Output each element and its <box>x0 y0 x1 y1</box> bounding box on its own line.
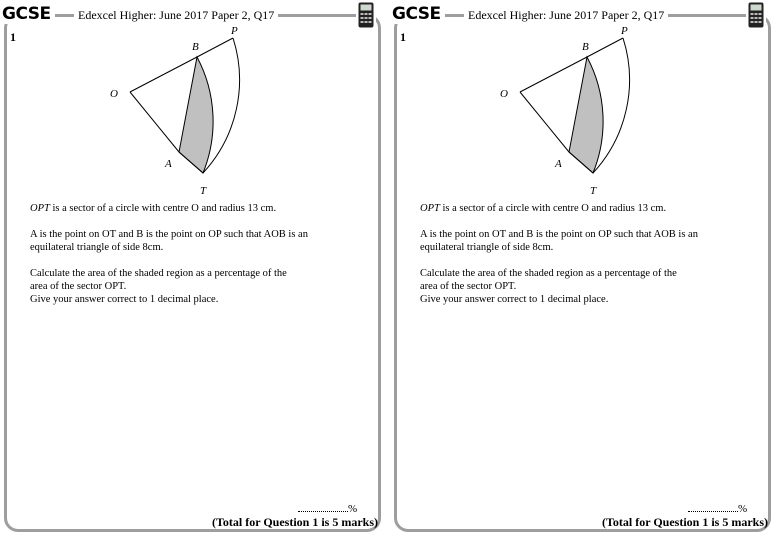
paragraph-1: OPT is a sector of a circle with centre O and radius 13 cm. <box>420 203 667 214</box>
label-P: P <box>231 25 238 37</box>
label-O: O <box>500 88 508 100</box>
question-text <box>420 202 740 319</box>
label-T: T <box>200 185 207 197</box>
line-OB <box>520 57 587 92</box>
question-card-right <box>390 0 776 540</box>
label-P: P <box>621 25 628 37</box>
label-T: T <box>590 185 597 197</box>
shaded-region <box>569 57 603 173</box>
label-B: B <box>192 41 199 53</box>
answer-line[interactable] <box>298 502 357 515</box>
line-OA <box>130 92 179 152</box>
question-number: 1 <box>400 30 406 44</box>
paragraph-2: A is the point on OT and B is the point on OP such that AOB is an equilateral triangle of side 8cm. <box>30 229 308 253</box>
gcse-title: GCSE <box>392 4 445 24</box>
percent-sign: % <box>348 503 358 515</box>
label-A: A <box>555 158 562 170</box>
sector-diagram <box>490 22 650 202</box>
answer-line[interactable] <box>688 502 747 515</box>
line-BP <box>587 38 623 57</box>
exam-source: Edexcel Higher: June 2017 Paper 2, Q17 <box>464 8 668 23</box>
total-marks: (Total for Question 1 is 5 marks) <box>212 515 379 529</box>
line-OB <box>130 57 197 92</box>
paragraph-3: Calculate the area of the shaded region as a percentage of the area of the sector OPT. Give your answer correct to 1 decimal place. <box>420 268 677 305</box>
paragraph-2: A is the point on OT and B is the point on OP such that AOB is an equilateral triangle of side 8cm. <box>420 229 698 253</box>
question-text <box>30 202 350 319</box>
total-marks: (Total for Question 1 is 5 marks) <box>602 515 769 529</box>
paragraph-1: OPT is a sector of a circle with centre O and radius 13 cm. <box>30 203 277 214</box>
calculator-icon <box>356 2 376 33</box>
line-BP <box>197 38 233 57</box>
label-O: O <box>110 88 118 100</box>
answer-blank[interactable] <box>298 502 348 512</box>
label-B: B <box>582 41 589 53</box>
calculator-icon <box>746 2 766 33</box>
answer-blank[interactable] <box>688 502 738 512</box>
question-card-left <box>0 0 386 540</box>
exam-source: Edexcel Higher: June 2017 Paper 2, Q17 <box>74 8 278 23</box>
gcse-title: GCSE <box>2 4 55 24</box>
paragraph-3: Calculate the area of the shaded region as a percentage of the area of the sector OPT. Give your answer correct to 1 decimal place. <box>30 268 287 305</box>
line-OA <box>520 92 569 152</box>
sector-diagram <box>100 22 260 202</box>
question-number: 1 <box>10 30 16 44</box>
shaded-region <box>179 57 213 173</box>
label-A: A <box>165 158 172 170</box>
percent-sign: % <box>738 503 748 515</box>
